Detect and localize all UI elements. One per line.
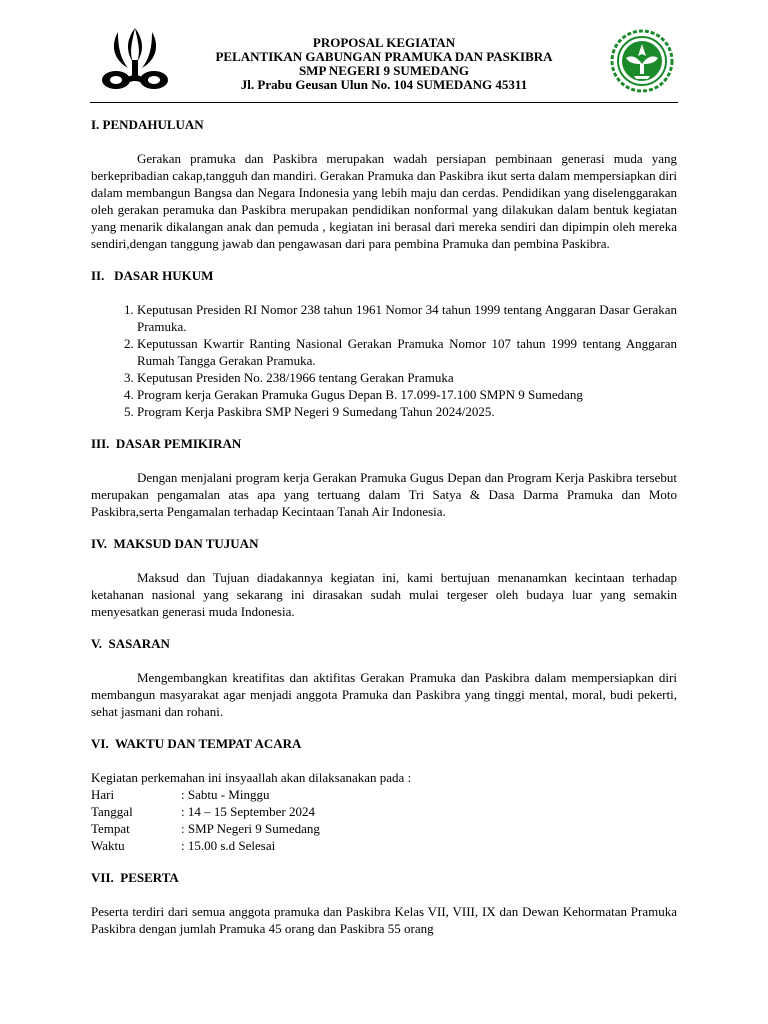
letterhead-line-2: PELANTIKAN GABUNGAN PRAMUKA DAN PASKIBRA [215, 49, 553, 64]
schedule-value: : 15.00 s.d Selesai [181, 838, 276, 853]
list-item: 1. Keputusan Presiden RI Nomor 238 tahun 1961 Nomor 34 tahun 1999 tentang Anggaran Dasar Gerakan Pramuka. [137, 301, 677, 335]
paragraph-pendahuluan: Gerakan pramuka dan Paskibra merupakan wadah persiapan pembinaan generasi muda yang berkepribadian cakap,tangguh dan mandiri. Gerakan Pramuka dan Paskibra ikut serta dalam mempersiapkan diri dalam membangun Bangsa dan Negara Indonesia yang lebih maju dan cerdas. Pendidikan yang diselenggarakan oleh gerakan peramuka dan Paskibra merupakan pendidikan nonformal yang dilakukan dalam bentuk kegiatan yang menarik dikalangan anak dan pemuda , kegiatan ini berasal dari mereka sendiri dan dipimpin oleh mereka sendiri,dengan tanggung jawab dan pengawasan dari para pembina Pramuka dan pembina Paskibra. [91, 151, 677, 251]
section-title-dasar-hukum: II. DASAR HUKUM [91, 268, 214, 283]
paragraph-dasar-pemikiran: Dengan menjalani program kerja Gerakan Pramuka Gugus Depan dan Program Kerja Paskibra tersebut merupakan pengamalan atas apa yang tertuang dalam Tri Satya & Dasa Darma Pramuka dan Moto Paskibra,serta Pengamalan terhadap Kecintaan Tanah Air Indonesia. [91, 470, 677, 519]
paskibra-emblem-icon [608, 28, 676, 94]
paragraph-maksud-tujuan: Maksud dan Tujuan diadakannya kegiatan ini, kami bertujuan menanamkan kecintaan terhadap ketahanan nasional yang sekarang ini dirasakan sudah mulai tergeser oleh budaya luar yang semakin menyesatkan generasi muda Indonesia. [91, 570, 677, 619]
schedule-key: Tempat [91, 821, 130, 836]
schedule-key: Waktu [91, 838, 125, 853]
letterhead-line-3: SMP NEGERI 9 SUMEDANG [298, 63, 470, 78]
paragraph-sasaran: Mengembangkan kreatifitas dan aktifitas Gerakan Pramuka dan Paskibra dalam mempersiapkan diri membangun masyarakat agar menjadi anggota Pramuka dan Paskibra yang tinggi mental, moral, budi pekerti, sehat jasmani dan rohani. [91, 670, 677, 719]
section-title-sasaran: V. SASARAN [91, 636, 170, 651]
tunas-kelapa-icon [96, 24, 174, 96]
list-item: 5. Program Kerja Paskibra SMP Negeri 9 Sumedang Tahun 2024/2025. [137, 403, 677, 420]
letterhead-line-1: PROPOSAL KEGIATAN [312, 35, 456, 50]
schedule-key: Tanggal [91, 804, 133, 819]
paragraph-waktu-intro: Kegiatan perkemahan ini insyaallah akan dilaksanakan pada : [91, 770, 412, 785]
dasar-hukum-list [91, 301, 677, 420]
header-divider [90, 102, 678, 103]
schedule-row [91, 837, 677, 854]
schedule-value: : 14 – 15 September 2024 [181, 804, 315, 819]
section-title-dasar-pemikiran: III. DASAR PEMIKIRAN [91, 436, 242, 451]
list-item: 2. Keputussan Kwartir Ranting Nasional Gerakan Pramuka Nomor 107 tahun 1999 tentang Anggaran Rumah Tangga Gerakan Pramuka. [137, 335, 677, 369]
letterhead [90, 22, 678, 100]
schedule-row [91, 786, 677, 803]
document-body [91, 116, 677, 937]
list-item: 3. Keputusan Presiden No. 238/1966 tentang Gerakan Pramuka [137, 369, 677, 386]
schedule-row [91, 820, 677, 837]
schedule-value: : Sabtu - Minggu [181, 787, 270, 802]
schedule-key: Hari [91, 787, 115, 802]
schedule-row [91, 803, 677, 820]
section-title-peserta: VII. PESERTA [91, 870, 179, 885]
letterhead-line-4: Jl. Prabu Geusan Ulun No. 104 SUMEDANG 45311 [240, 77, 528, 92]
section-title-maksud-tujuan: IV. MAKSUD DAN TUJUAN [91, 536, 259, 551]
list-item: 4. Program kerja Gerakan Pramuka Gugus Depan B. 17.099-17.100 SMPN 9 Sumedang [137, 386, 677, 403]
paragraph-peserta: Peserta terdiri dari semua anggota pramuka dan Paskibra Kelas VII, VIII, IX dan Dewan Kehormatan Pramuka Paskibra dengan jumlah Pramuka 45 orang dan Paskibra 55 orang [91, 904, 677, 936]
section-title-waktu-tempat: VI. WAKTU DAN TEMPAT ACARA [91, 736, 302, 751]
schedule-value: : SMP Negeri 9 Sumedang [181, 821, 320, 836]
letterhead-text [180, 36, 588, 92]
section-title-pendahuluan: I. PENDAHULUAN [91, 117, 204, 132]
